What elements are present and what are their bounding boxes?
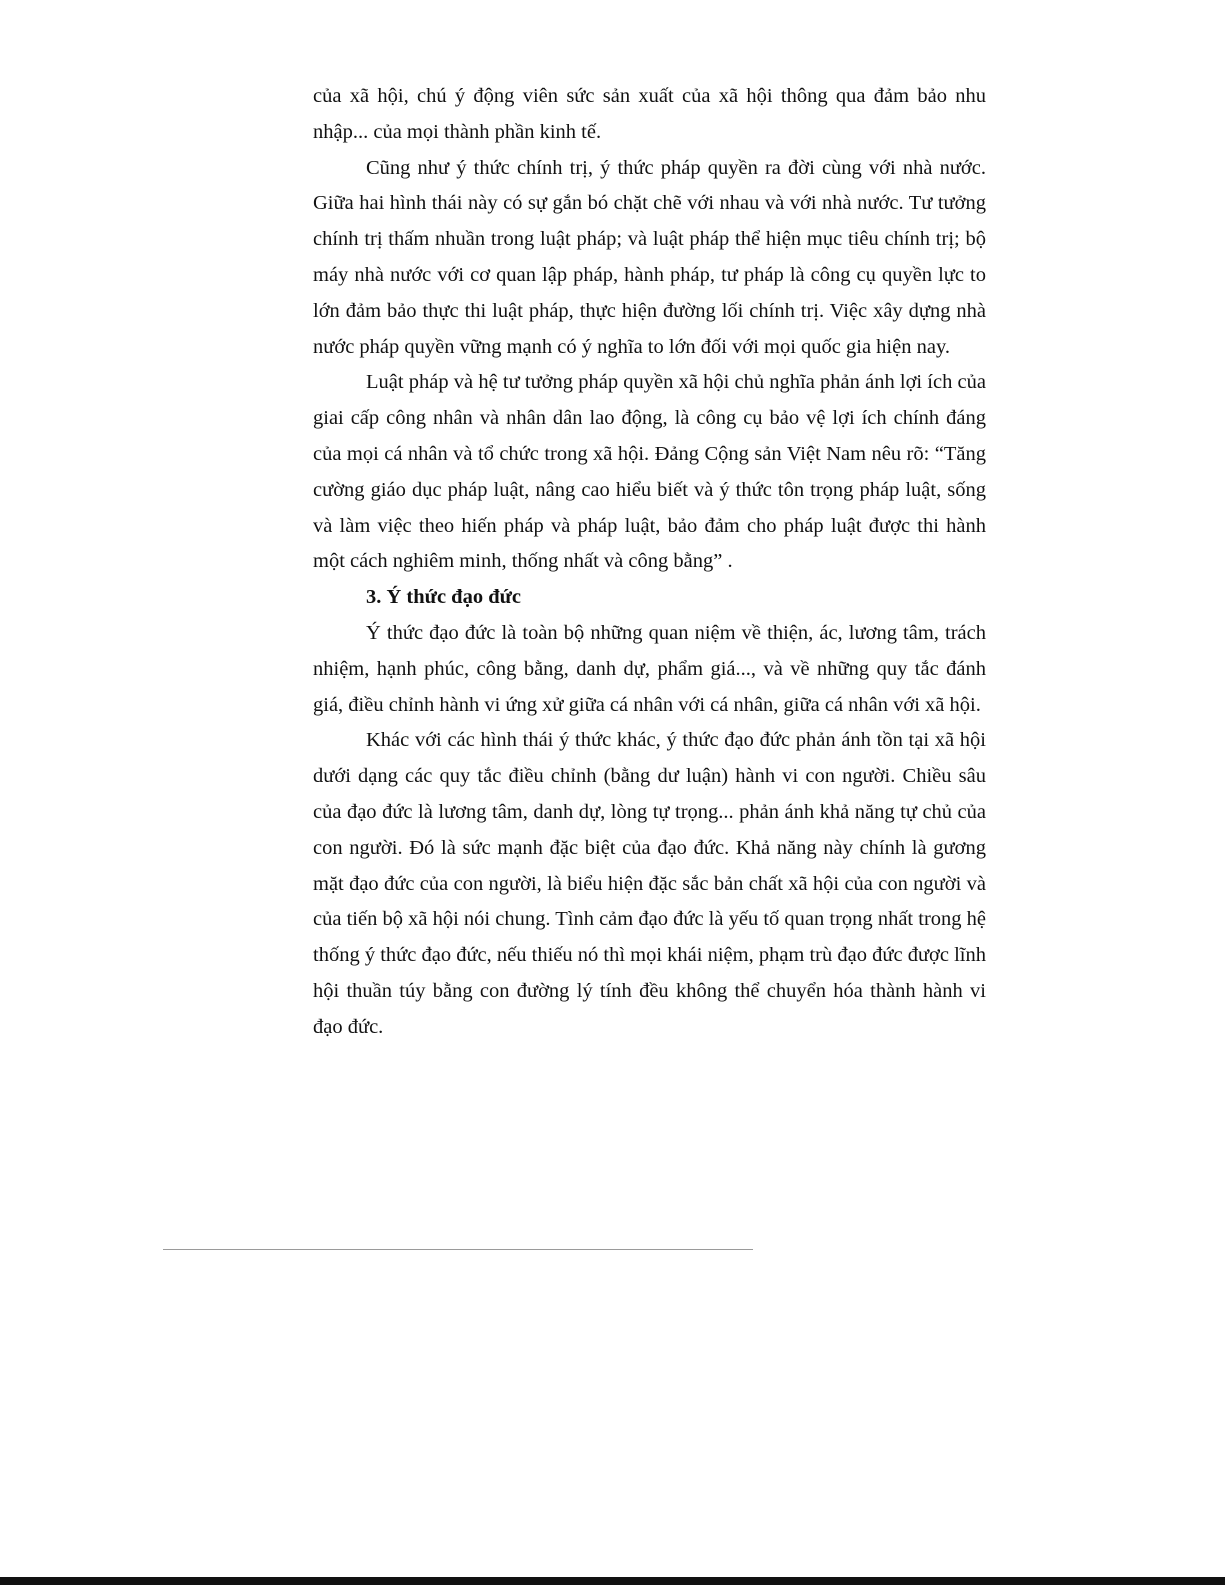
footnote-separator — [163, 1249, 753, 1250]
paragraph-2: Cũng như ý thức chính trị, ý thức pháp quyền ra đời cùng với nhà nước. Giữa hai hình thái này có sự gắn bó chặt chẽ với nhau và với nhà nước. Tư tưởng chính trị thấm nhuần trong luật pháp; và luật pháp thể hiện mục tiêu chính trị; bộ máy nhà nước với cơ quan lập pháp, hành pháp, tư pháp là công cụ quyền lực to lớn đảm bảo thực thi luật pháp, thực hiện đường lối chính trị. Việc xây dựng nhà nước pháp quyền vững mạnh có ý nghĩa to lớn đối với mọi quốc gia hiện nay. — [313, 156, 986, 358]
section-heading: 3. Ý thức đạo đức — [366, 586, 522, 609]
page-bottom-border — [0, 1577, 1225, 1585]
paragraph-5: Khác với các hình thái ý thức khác, ý thức đạo đức phản ánh tồn tại xã hội dưới dạng các quy tắc điều chỉnh (bằng dư luận) hành vi con người. Chiều sâu của đạo đức là lương tâm, danh dự, lòng tự trọng... phản ánh khả năng tự chủ của con người. Đó là sức mạnh đặc biệt của đạo đức. Khả năng này chính là gương mặt đạo đức của con người, là biểu hiện đặc sắc bản chất xã hội của con người và của tiến bộ xã hội nói chung. Tình cảm đạo đức là yếu tố quan trọng nhất trong hệ thống ý thức đạo đức, nếu thiếu nó thì mọi khái niệm, phạm trù đạo đức được lĩnh hội thuần túy bằng con đường lý tính đều không thể chuyển hóa thành hành vi đạo đức. — [313, 729, 987, 1038]
body-text — [313, 79, 986, 1046]
paragraph-3: Luật pháp và hệ tư tưởng pháp quyền xã hội chủ nghĩa phản ánh lợi ích của giai cấp công nhân và nhân dân lao động, là công cụ bảo vệ lợi ích chính đáng của mọi cá nhân và tổ chức trong xã hội. Đảng Cộng sản Việt Nam nêu rõ: “Tăng cường giáo dục pháp luật, nâng cao hiểu biết và ý thức tôn trọng pháp luật, sống và làm việc theo hiến pháp và pháp luật, bảo đảm cho pháp luật được thi hành một cách nghiêm minh, thống nhất và công bằng” . — [313, 371, 986, 573]
paragraph-1: của xã hội, chú ý động viên sức sản xuất của xã hội thông qua đảm bảo nhu nhập... của mọi thành phần kinh tế. — [313, 85, 986, 143]
paragraph-4: Ý thức đạo đức là toàn bộ những quan niệm về thiện, ác, lương tâm, trách nhiệm, hạnh phúc, công bằng, danh dự, phẩm giá..., và về những quy tắc đánh giá, điều chỉnh hành vi ứng xử giữa cá nhân với cá nhân, giữa cá nhân với xã hội. — [313, 621, 986, 716]
